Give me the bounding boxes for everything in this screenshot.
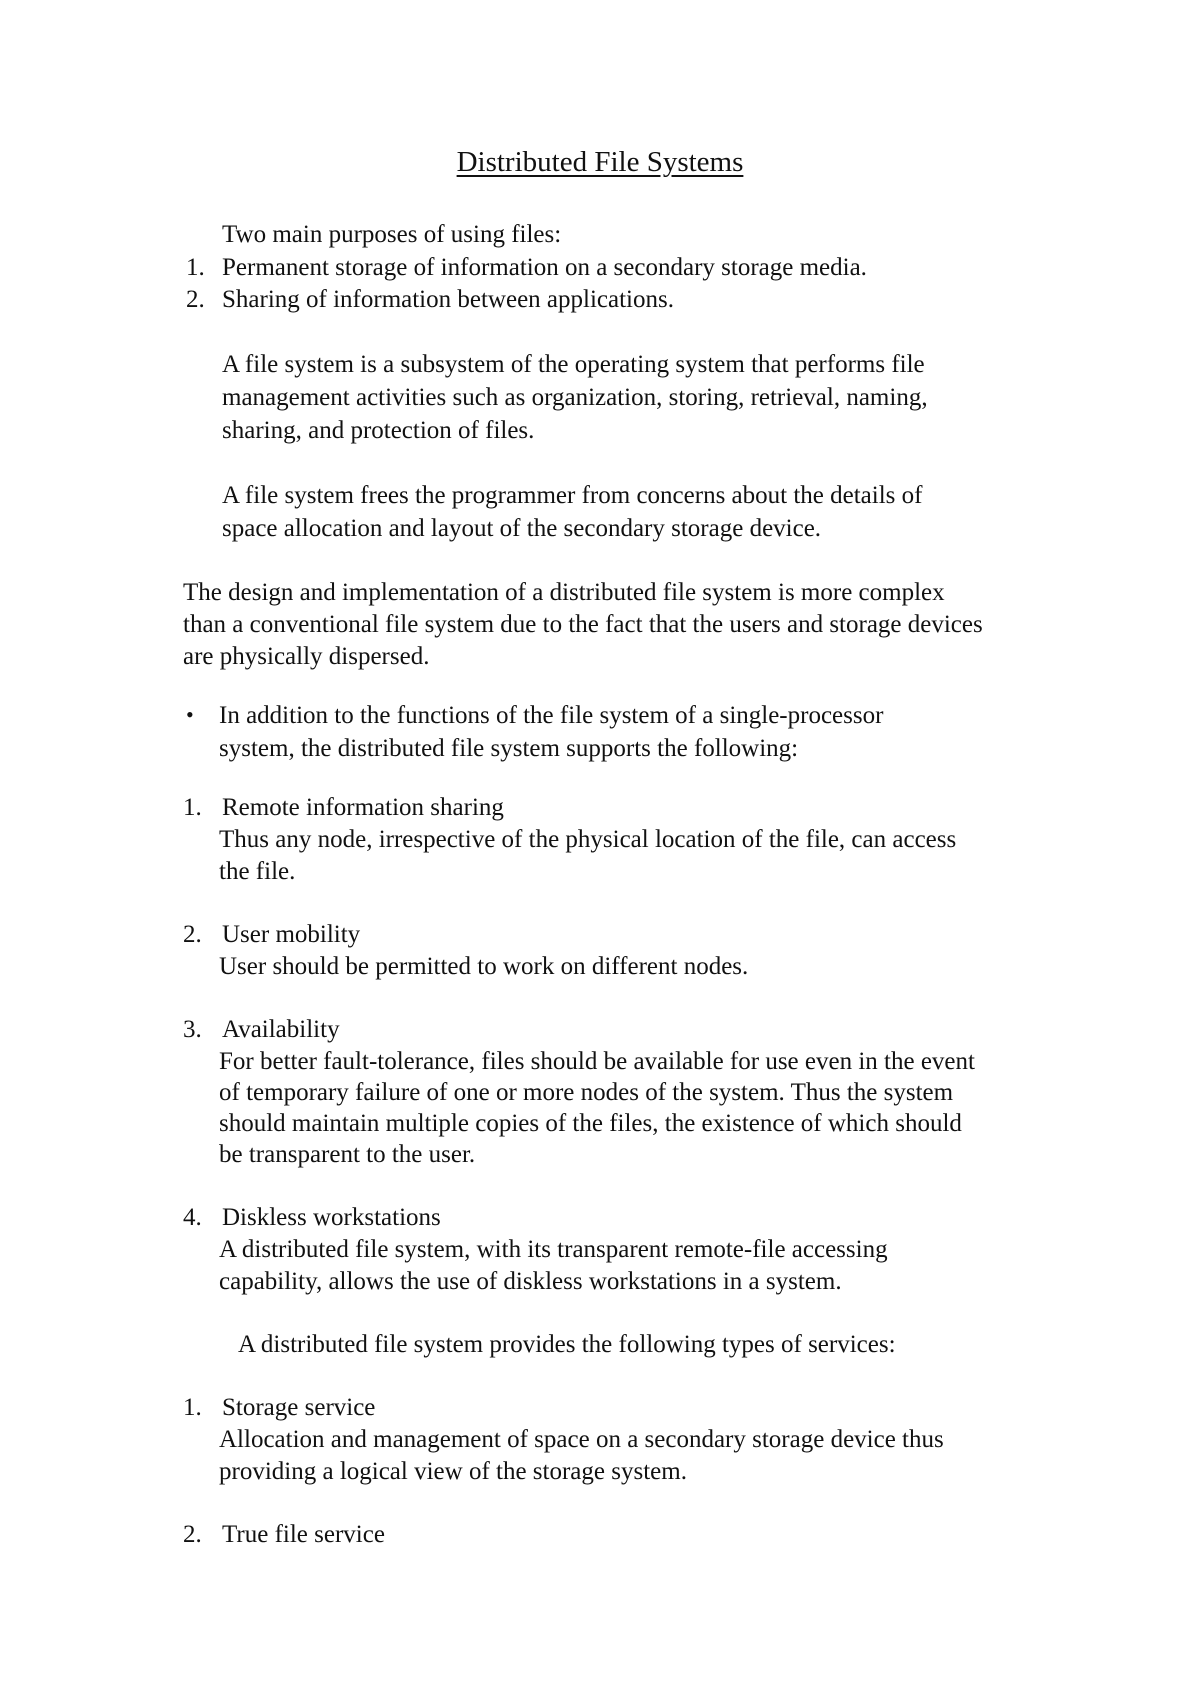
feature-description: the file. <box>219 858 296 885</box>
feature-number: 3. <box>183 1016 202 1043</box>
feature-description: of temporary failure of one or more nodes of the system. Thus the system <box>219 1079 954 1106</box>
purposes-lead: Two main purposes of using files: <box>222 221 562 248</box>
feature-title: Availability <box>222 1016 340 1043</box>
feature-description: be transparent to the user. <box>219 1141 476 1168</box>
paragraph-line: A file system is a subsystem of the operating system that performs file <box>222 351 925 378</box>
services-lead: A distributed file system provides the following types of services: <box>238 1331 896 1358</box>
paragraph-line: The design and implementation of a distributed file system is more complex <box>183 579 945 606</box>
feature-title: User mobility <box>222 921 361 948</box>
purpose-item: Permanent storage of information on a secondary storage media. <box>222 254 867 281</box>
bullet-icon: • <box>186 702 194 727</box>
paragraph-line: A file system frees the programmer from concerns about the details of <box>222 482 923 509</box>
feature-title: Diskless workstations <box>222 1204 441 1231</box>
feature-number: 4. <box>183 1204 202 1231</box>
feature-description: User should be permitted to work on different nodes. <box>219 953 749 980</box>
feature-title: Remote information sharing <box>222 794 504 821</box>
paragraph-line: sharing, and protection of files. <box>222 417 535 444</box>
feature-description: capability, allows the use of diskless workstations in a system. <box>219 1268 842 1295</box>
purpose-item: Sharing of information between applications. <box>222 286 674 313</box>
feature-description: A distributed file system, with its transparent remote-file accessing <box>219 1236 888 1263</box>
feature-number: 1. <box>183 794 202 821</box>
paragraph-line: system, the distributed file system supports the following: <box>219 735 799 762</box>
paragraph-line: are physically dispersed. <box>183 643 430 670</box>
feature-description: should maintain multiple copies of the files, the existence of which should <box>219 1110 962 1137</box>
paragraph-line: In addition to the functions of the file system of a single-processor <box>219 702 884 729</box>
paragraph-line: space allocation and layout of the secondary storage device. <box>222 515 822 542</box>
page-title: Distributed File Systems <box>456 146 744 178</box>
paragraph-line: management activities such as organization, storing, retrieval, naming, <box>222 384 928 411</box>
paragraph-line: than a conventional file system due to the fact that the users and storage devices <box>183 611 983 638</box>
service-title: Storage service <box>222 1394 376 1421</box>
service-number: 2. <box>183 1521 202 1548</box>
feature-number: 2. <box>183 921 202 948</box>
service-description: providing a logical view of the storage system. <box>219 1458 687 1485</box>
purpose-number: 1. <box>186 254 205 281</box>
feature-description: Thus any node, irrespective of the physical location of the file, can access <box>219 826 957 853</box>
purpose-number: 2. <box>186 286 205 313</box>
service-description: Allocation and management of space on a secondary storage device thus <box>219 1426 944 1453</box>
service-title: True file service <box>222 1521 385 1548</box>
service-number: 1. <box>183 1394 202 1421</box>
feature-description: For better fault-tolerance, files should be available for use even in the event <box>219 1048 975 1075</box>
